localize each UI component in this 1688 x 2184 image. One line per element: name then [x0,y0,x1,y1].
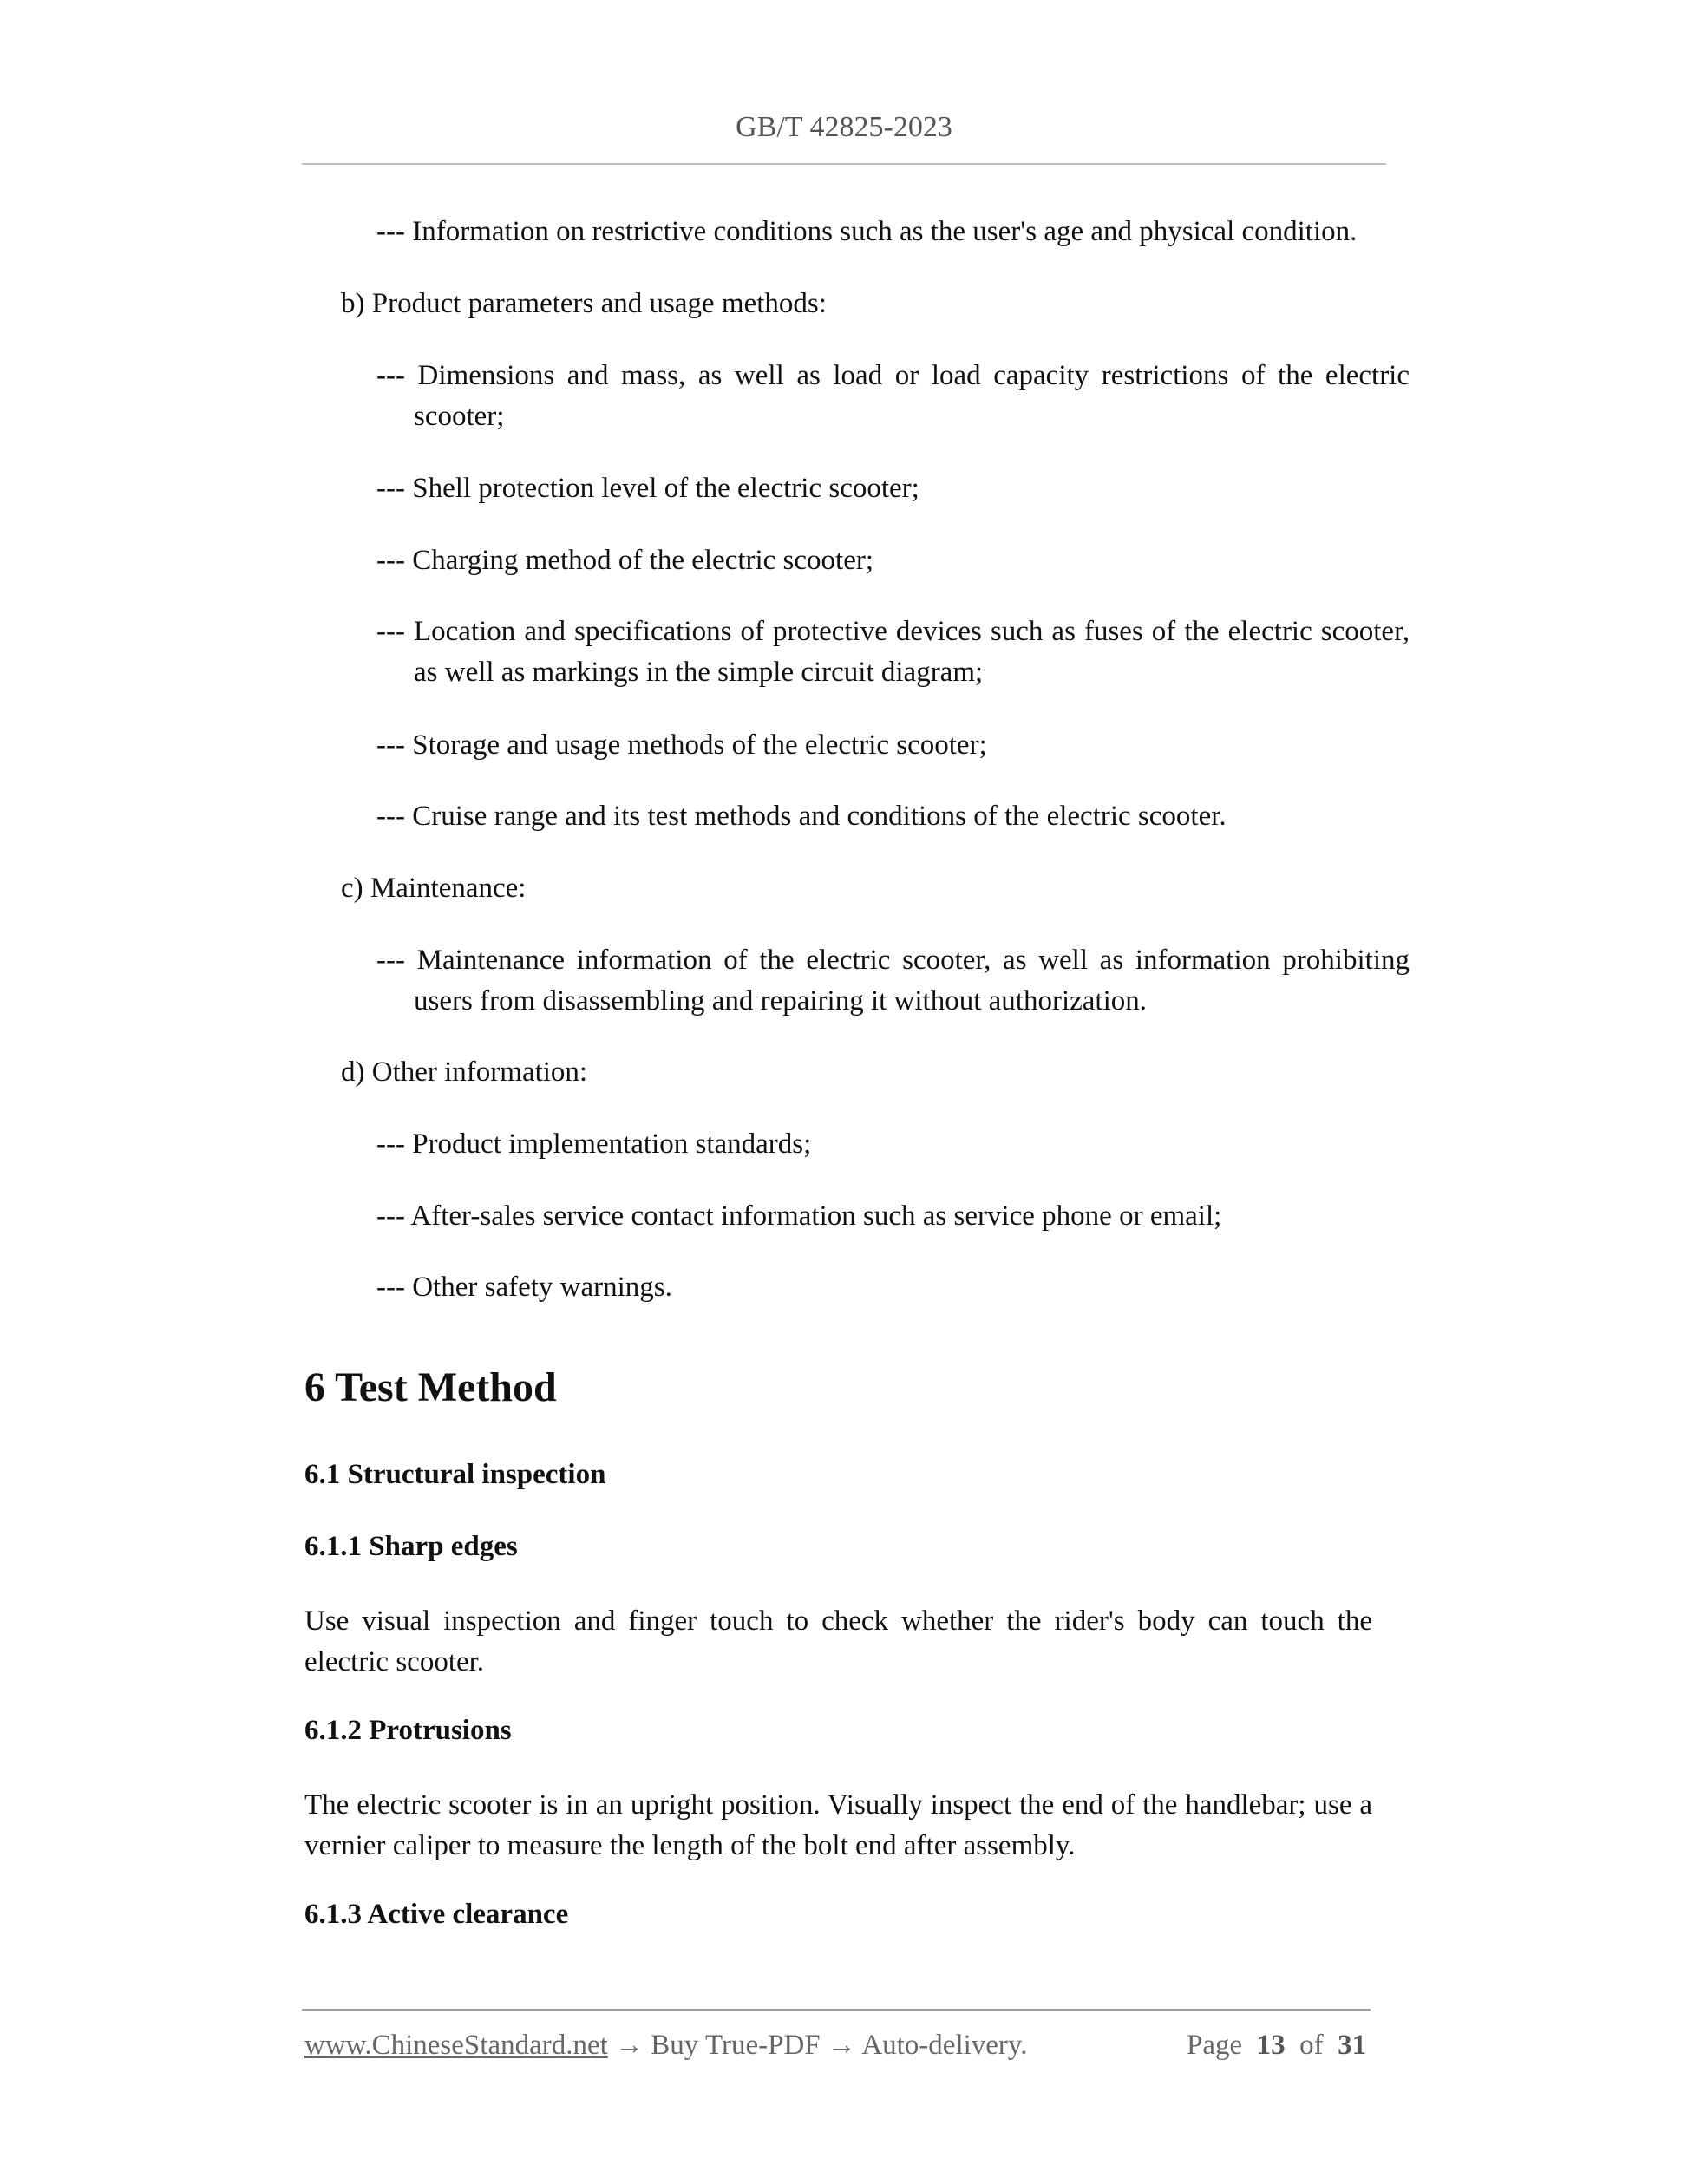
footer-promo [304,2030,1028,2062]
of-label: of [1299,2030,1324,2061]
subsection-heading: 6.1.3 Active clearance [304,1899,569,1930]
list-label-c: c) Maintenance: [341,873,527,904]
page-indicator [1187,2030,1366,2062]
section-heading: 6 Test Method [304,1364,557,1410]
header-divider [302,163,1386,165]
list-item: --- Maintenance information of the electric scooter, as well as information prohibiting users from disassembling and repairing it without authorization. [376,945,1410,1017]
list-item: --- Cruise range and its test methods and conditions of the electric scooter. [376,801,1227,832]
subsection-heading: 6.1.1 Sharp edges [304,1531,518,1562]
list-item: --- Storage and usage methods of the electric scooter; [376,729,987,761]
page-number: 13 [1256,2030,1286,2061]
list-label-d: d) Other information: [341,1056,588,1088]
list-label-b: b) Product parameters and usage methods: [341,288,827,319]
document-header-title: GB/T 42825-2023 [736,111,952,143]
list-item: --- Other safety warnings. [376,1272,672,1303]
body-paragraph: Use visual inspection and finger touch to check whether the rider's body can touch the electric scooter. [304,1605,1372,1677]
subsection-heading: 6.1 Structural inspection [304,1459,606,1490]
website-link[interactable]: www.ChineseStandard.net [304,2030,608,2061]
footer-divider [302,2009,1371,2011]
auto-delivery-text: Auto-delivery. [861,2030,1028,2061]
list-item: --- Charging method of the electric scooter; [376,545,874,576]
list-item: --- Dimensions and mass, as well as load or load capacity restrictions of the electric scooter; [376,360,1410,432]
subsection-heading: 6.1.2 Protrusions [304,1715,512,1746]
list-item: --- Product implementation standards; [376,1128,812,1160]
list-item: --- Information on restrictive conditions such as the user's age and physical condition. [376,216,1358,247]
arrow-right-icon: → [827,2030,856,2061]
body-paragraph: The electric scooter is in an upright position. Visually inspect the end of the handlebar; use a vernier caliper to measure the length of the bolt end after assembly. [304,1789,1372,1861]
list-item: --- After-sales service contact information such as service phone or email; [376,1200,1222,1232]
page-total: 31 [1338,2030,1367,2061]
list-item: --- Location and specifications of protective devices such as fuses of the electric scooter, as well as markings in the simple circuit diagram; [376,616,1410,688]
page-label: Page [1187,2030,1243,2061]
list-item: --- Shell protection level of the electric scooter; [376,473,919,504]
arrow-right-icon: → [615,2030,644,2061]
buy-true-pdf-text: Buy True-PDF [651,2030,821,2061]
